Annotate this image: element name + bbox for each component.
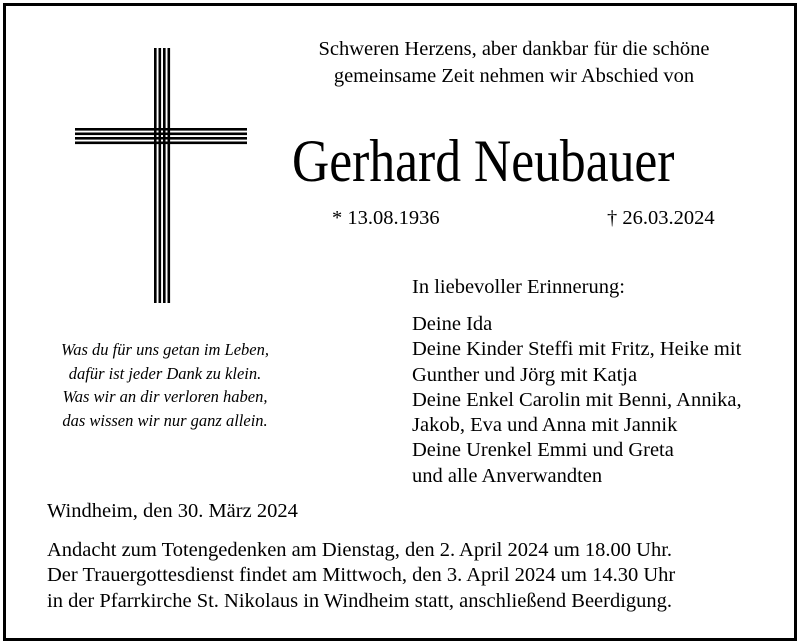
poem-line: Was wir an dir verloren haben,: [62, 387, 268, 407]
place-date: Windheim, den 30. März 2024: [47, 500, 298, 522]
service-line: Der Trauergottesdienst findet am Mittwoch, den 3. April 2024 um 14.30 Uhr: [47, 564, 676, 587]
mourner-line: und alle Anverwandten: [412, 464, 603, 487]
mourners-list: [412, 312, 742, 489]
obituary-notice: [3, 3, 797, 641]
mourner-line: Deine Urenkel Emmi und Greta: [412, 439, 674, 462]
memory-heading: In liebevoller Erinnerung:: [412, 276, 625, 298]
service-line: Andacht zum Totengedenken am Dienstag, den 2. April 2024 um 18.00 Uhr.: [47, 539, 673, 561]
mourner-line: Deine Ida: [412, 313, 493, 335]
mourner-line: Jakob, Eva und Anna mit Jannik: [412, 414, 678, 437]
intro-line: gemeinsame Zeit nehmen wir Abschied von: [333, 65, 695, 87]
poem-line: Was du für uns getan im Leben,: [61, 340, 269, 359]
intro-text: [264, 36, 764, 90]
death-date: † 26.03.2024: [607, 207, 715, 229]
intro-line: Schweren Herzens, aber dankbar für die schöne: [318, 38, 710, 60]
cross-icon: [71, 48, 251, 308]
mourner-line: Deine Enkel Carolin mit Benni, Annika,: [412, 388, 742, 411]
birth-date: * 13.08.1936: [332, 207, 440, 229]
poem: [40, 338, 290, 432]
deceased-name: Gerhard Neubauer: [292, 128, 675, 194]
service-info: [47, 538, 675, 614]
poem-line: dafür ist jeder Dank zu klein.: [68, 363, 262, 383]
poem-line: das wissen wir nur ganz allein.: [62, 410, 268, 430]
service-line: in der Pfarrkirche St. Nikolaus in Windheim statt, anschließend Beerdigung.: [47, 589, 673, 612]
mourner-line: Deine Kinder Steffi mit Fritz, Heike mit: [412, 338, 742, 361]
mourner-line: Gunther und Jörg mit Katja: [412, 363, 638, 386]
